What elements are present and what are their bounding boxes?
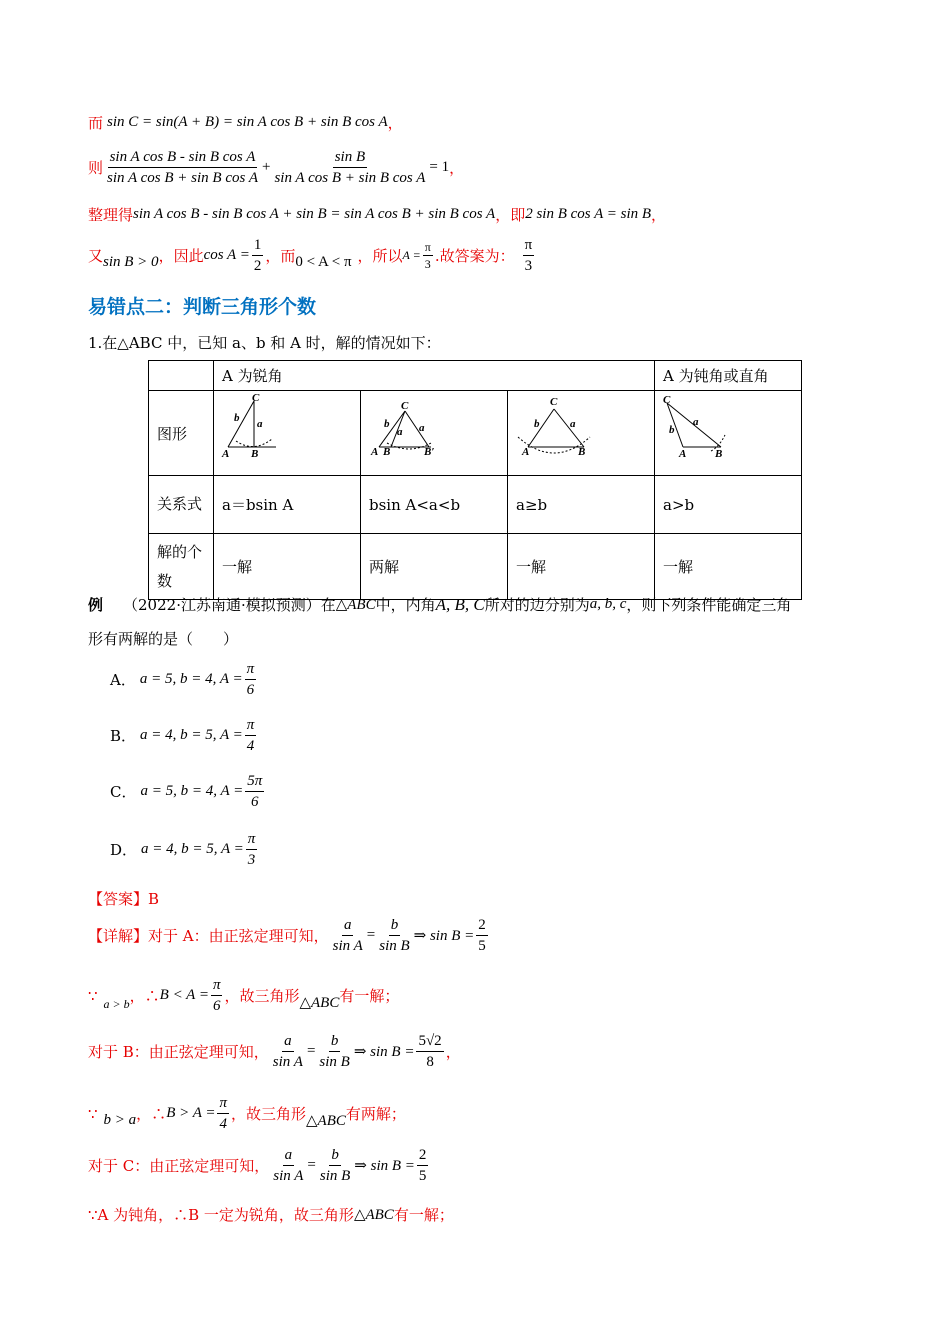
intro-l2-frac2 [272, 148, 427, 187]
fig2-label-a2: a [419, 422, 425, 434]
example-t3: ，则下列条件能确定三角 [626, 596, 792, 614]
s5-frac-a [271, 1146, 305, 1185]
intro-l2-plus: + [261, 159, 271, 175]
s5-prefix: 对于 C：由正弦定理可知， [88, 1157, 270, 1175]
intro-l2-eq: = 1 [429, 159, 450, 175]
solution-cases-table [148, 360, 802, 600]
s1-frac-result [476, 916, 488, 955]
intro-l1-prefix: 而 [88, 114, 104, 132]
s1-a: a [342, 916, 354, 936]
s6-text: ∵A 为钝角，∴B 一定为锐角，故三角形 [88, 1206, 354, 1224]
row-count-label: 解的个数 [149, 534, 214, 600]
option-c-den: 6 [250, 794, 259, 810]
option-a[interactable] [110, 660, 258, 699]
fig3-side-b [528, 409, 554, 447]
fig2-label-A: A [371, 446, 379, 458]
option-d[interactable] [110, 830, 259, 869]
relation-4: a>b [655, 476, 802, 534]
option-d-num: π [246, 830, 258, 850]
solution-line-1: 【详解】对于 A：由正弦定理可知， $\frac{a}{\text{sin A}}$ = $\frac{b}{\text{sin B}}$ ⇒ sin B = $\frac{2}{5}$ [88, 917, 486, 954]
example-source: （2022·江苏南通·模拟预测）在 [123, 596, 336, 614]
intro-l4-t2: ，而 [265, 247, 296, 265]
figure-one-solution-height [214, 391, 360, 471]
figure-obtuse [655, 391, 801, 471]
option-c-letter: C． [110, 783, 137, 801]
intro-l3-mid: ，即 [495, 206, 526, 224]
intro-l4-half [252, 236, 264, 275]
item-1-text: 1.在△ABC 中，已知 a、b 和 A 时，解的情况如下： [88, 334, 441, 352]
intro-l3-math: sin A cos B - sin B cos A + sin B = sin A cos B + sin B cos A [133, 206, 496, 222]
option-b-frac [245, 716, 257, 755]
header-acute: A 为锐角 [214, 361, 655, 391]
option-d-frac [246, 830, 258, 869]
intro-line-1 [88, 112, 403, 133]
intro-l4-prefix: 又 [88, 247, 104, 265]
s4-therefore: ，∴ [136, 1105, 167, 1123]
intro-l4-math1: sin B > 0 [103, 254, 159, 270]
fig2-label-C: C [401, 400, 409, 412]
s5-den: 5 [418, 1168, 427, 1184]
example-line-1 [88, 594, 791, 615]
option-a-letter: A． [110, 671, 136, 689]
option-c[interactable] [110, 772, 266, 811]
figure-cell-2 [361, 391, 508, 476]
example-t1: 中，内角 [375, 596, 436, 614]
s1-sinB: sin B [379, 938, 410, 954]
intro-l4-math2: cos A = [203, 247, 250, 263]
s1-b: b [389, 916, 401, 936]
row-figure-label: 图形 [149, 391, 214, 476]
s4-end: 有两解； [345, 1105, 406, 1123]
header-obtuse: A 为钝角或直角 [655, 361, 802, 391]
intro-line-2 [88, 148, 464, 187]
intro-l1-math: sin C = sin(A + B) = sin A cos B + sin B cos A [107, 114, 388, 130]
s4-math: B > A = [166, 1105, 216, 1121]
s5-sinA: sin A [273, 1168, 304, 1184]
s2-cond: a > b [103, 997, 130, 1011]
count-2: 两解 [361, 534, 508, 600]
intro-l4-math4: A = [402, 248, 421, 262]
relation-2: bsin A<a<b [361, 476, 508, 534]
intro-l2-suffix: ， [449, 159, 465, 177]
option-c-frac [245, 772, 264, 811]
solution-line-2 [88, 976, 399, 1015]
s2-because: ∵ [88, 986, 98, 1005]
intro-l4-half-den: 2 [253, 258, 262, 274]
s3-a: a [282, 1032, 294, 1052]
fig1-label-C: C [252, 392, 260, 404]
option-b-letter: B． [110, 727, 137, 745]
s4-frac [217, 1094, 229, 1133]
fig2-label-a: a [397, 426, 403, 438]
answer-line: 【答案】B [88, 890, 160, 908]
s3-sinA: sin A [272, 1054, 303, 1070]
option-c-num: 5π [245, 772, 264, 792]
s1-frac-a [331, 916, 365, 955]
intro-l3-math2: 2 sin B cos A = sin B [525, 206, 652, 222]
fig4-label-a: a [693, 416, 699, 428]
s6-end: 有一解； [393, 1206, 454, 1224]
s4-cond: b > a [103, 1112, 137, 1128]
intro-l4-t4: .故答案为： [434, 247, 515, 265]
figure-cell-4 [655, 391, 802, 476]
s1-tail: ⇒ sin B = [413, 928, 475, 944]
s2-tri: △ABC [299, 995, 340, 1011]
s1-den: 5 [478, 938, 486, 954]
row-relation-label: 关系式 [149, 476, 214, 534]
s5-frac-result [417, 1146, 429, 1185]
intro-l3-prefix: 整理得 [88, 206, 134, 224]
s2-math: B < A = [159, 987, 209, 1003]
fig2-label-b: b [384, 418, 390, 430]
intro-line-3 [88, 204, 666, 225]
option-d-letter: D． [110, 841, 138, 859]
intro-l4-ans-num: π [523, 236, 535, 256]
count-1: 一解 [214, 534, 361, 600]
s4-because: ∵ [88, 1104, 98, 1123]
s2-end: 有一解； [339, 987, 400, 1005]
intro-l3-suffix: ， [651, 206, 667, 224]
s5-num: 2 [417, 1146, 429, 1166]
fig3-side-a [554, 409, 584, 447]
option-c-text: a = 5, b = 4, A = [140, 783, 244, 799]
s3-den: 8 [426, 1054, 434, 1070]
intro-l4-pi3 [423, 240, 433, 272]
fig4-label-b: b [669, 424, 675, 436]
fig2-label-B: B [383, 446, 391, 458]
example-line-2: 形有两解的是（ ） [88, 630, 239, 648]
s4-t: ，故三角形 [230, 1105, 306, 1123]
s2-den: 6 [212, 998, 221, 1014]
s3-tail: ⇒ sin B = [353, 1044, 415, 1060]
figure-cell-3 [508, 391, 655, 476]
fig2-side-a2 [405, 411, 429, 447]
intro-line-4 [88, 236, 536, 275]
option-d-den: 3 [247, 852, 256, 868]
s3-frac-b [317, 1032, 351, 1071]
intro-l4-math3: 0 < A < π [295, 254, 352, 270]
relation-3: a≥b [508, 476, 655, 534]
intro-l2-frac1-den: sin A cos B + sin B cos A [107, 170, 258, 186]
s4-tri: △ABC [306, 1113, 346, 1129]
s3-frac-a [271, 1032, 305, 1071]
s5-frac-b [318, 1146, 352, 1185]
option-a-frac [245, 660, 257, 699]
fig3-label-C: C [550, 396, 558, 408]
s5-tail: ⇒ sin B = [354, 1158, 415, 1174]
intro-l4-t3: ，所以 [357, 247, 403, 265]
s3-sinB: sin B [319, 1054, 350, 1070]
s1-sinA: sin A [332, 938, 363, 954]
fig4-label-B: B [715, 448, 723, 460]
s5-a: a [283, 1146, 295, 1166]
example-sides: a, b, c [589, 596, 627, 612]
option-b-num: π [245, 716, 257, 736]
s4-den: 4 [219, 1116, 227, 1132]
intro-l4-ans [523, 236, 535, 275]
example-label: 例 [88, 596, 104, 614]
option-a-text: a = 5, b = 4, A = [139, 671, 243, 687]
intro-l2-frac1 [105, 148, 260, 187]
example-angles: A, B, C [435, 594, 485, 614]
s5-sinB: sin B [319, 1168, 351, 1184]
fig2-label-B-prime: B′ [424, 446, 435, 458]
s1-prefix: 【详解】对于 A：由正弦定理可知， [88, 927, 329, 945]
intro-l1-suffix: ， [387, 114, 403, 132]
figure-one-solution-a-ge-b [508, 391, 654, 471]
intro-l4-ans-den: 3 [524, 258, 533, 274]
s3-end: ， [445, 1043, 461, 1061]
solution-line-5: 对于 C：由正弦定理可知， $\frac{a}{\text{sin A}}$ = $\frac{b}{\text{sin B}}$ ⇒ sin B = $\frac{2}{5}$ [88, 1147, 427, 1184]
option-b[interactable] [110, 716, 258, 755]
s2-t: ，故三角形 [224, 987, 300, 1005]
fig3-label-B: B [578, 446, 586, 458]
intro-l2-frac2-den: sin A cos B + sin B cos A [274, 170, 426, 186]
relation-1: a＝bsin A [214, 476, 361, 534]
intro-l4-pi3-num: π [423, 240, 433, 256]
solution-line-6 [88, 1204, 454, 1225]
fig1-label-B: B [251, 448, 259, 460]
s3-b: b [329, 1032, 341, 1052]
fig1-label-b: b [234, 412, 240, 424]
solution-line-4 [88, 1094, 406, 1133]
example-t2: 所对的边分别为 [484, 596, 590, 614]
s2-therefore: ，∴ [129, 987, 160, 1005]
intro-l4-t1: ，因此 [158, 247, 204, 265]
s5-b: b [329, 1146, 341, 1166]
figure-two-solutions [361, 391, 507, 471]
solution-line-3: 对于 B：由正弦定理可知， $\frac{a}{\text{sin A}}$ = $\frac{b}{\text{sin B}}$ ⇒ sin B = $\frac{5√2}{8}$ ， [88, 1033, 461, 1070]
intro-l2-prefix: 则 [88, 159, 104, 177]
fig1-label-A: A [222, 448, 230, 460]
fig4-label-A: A [679, 448, 687, 460]
s4-num: π [217, 1094, 229, 1114]
option-a-num: π [245, 660, 257, 680]
s1-num: 2 [476, 916, 488, 936]
figure-cell-1 [214, 391, 361, 476]
s3-frac-result [416, 1032, 443, 1071]
count-3: 一解 [508, 534, 655, 600]
s2-num: π [211, 976, 223, 996]
fig3-label-A: A [522, 446, 530, 458]
fig3-label-b: b [534, 418, 540, 430]
intro-l4-pi3-den: 3 [424, 257, 431, 271]
intro-l4-half-num: 1 [252, 236, 264, 256]
fig1-side-b [228, 401, 254, 447]
option-b-text: a = 4, b = 5, A = [140, 727, 243, 743]
section-heading: 易错点二：判断三角形个数 [88, 296, 317, 318]
count-4: 一解 [655, 534, 802, 600]
s3-num: 5√2 [416, 1032, 443, 1052]
s1-frac-b [377, 916, 411, 955]
intro-l2-frac2-num: sin B [333, 148, 367, 168]
option-d-text: a = 4, b = 5, A = [141, 841, 244, 857]
option-a-den: 6 [246, 682, 255, 698]
fig4-label-C: C [663, 394, 671, 406]
fig1-label-a: a [257, 418, 263, 430]
example-tri: △ABC [335, 597, 376, 613]
intro-l2-frac1-num: sin A cos B - sin B cos A [108, 148, 258, 168]
fig3-label-a: a [570, 418, 576, 430]
table-corner [149, 361, 214, 391]
s6-tri: △ABC [353, 1207, 394, 1223]
option-b-den: 4 [246, 738, 255, 754]
s3-prefix: 对于 B：由正弦定理可知， [88, 1043, 269, 1061]
s2-frac [211, 976, 223, 1015]
